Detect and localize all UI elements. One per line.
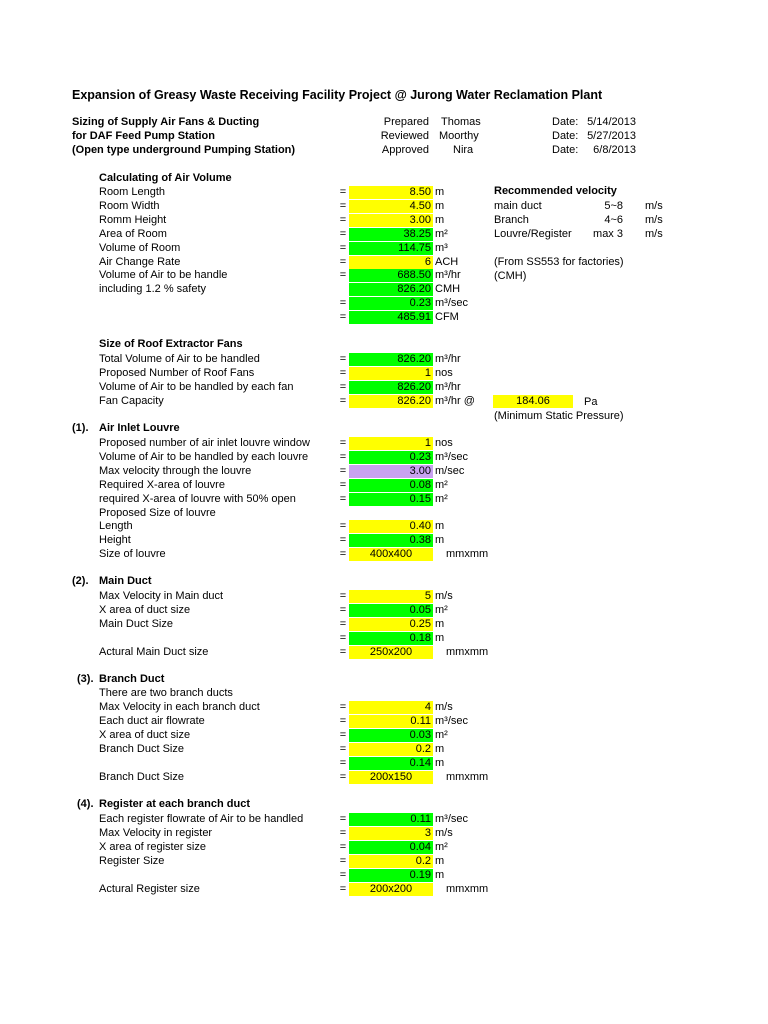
unit-label: m/sec: [435, 465, 465, 477]
equals-sign: =: [339, 297, 347, 309]
unit-label: nos: [435, 437, 453, 449]
section-heading-register: Register at each branch duct: [99, 798, 250, 810]
value-cell: 0.11: [349, 813, 433, 826]
row-label: Each register flowrate of Air to be handled: [99, 813, 304, 825]
value-cell: 6: [349, 256, 433, 269]
row-label: including 1.2 % safety: [99, 283, 207, 295]
equals-sign: =: [339, 228, 347, 240]
row-label: Main Duct Size: [99, 618, 173, 630]
value-cell: 114.75: [349, 242, 433, 255]
value-cell: 0.14: [349, 757, 433, 770]
unit-label: m: [435, 743, 445, 755]
recommended-range: 4~6: [604, 214, 623, 226]
row-label: Room Length: [99, 186, 166, 198]
unit-label: m³/hr: [435, 353, 461, 365]
row-label: Max Velocity in each branch duct: [99, 701, 260, 713]
value-cell: 0.18: [349, 632, 433, 645]
equals-sign: =: [339, 632, 347, 644]
row-label: Proposed number of air inlet louvre window: [99, 437, 310, 449]
section-heading-main-duct: Main Duct: [99, 575, 152, 587]
value-cell: 0.19: [349, 869, 433, 882]
value-cell: 4: [349, 701, 433, 714]
value-cell: 826.20: [349, 395, 433, 408]
value-cell: 250x200: [349, 646, 433, 659]
row-label: Romm Height: [99, 214, 167, 226]
value-cell: 0.40: [349, 520, 433, 533]
unit-label: m²: [435, 729, 448, 741]
equals-sign: =: [339, 367, 347, 379]
equals-sign: =: [339, 604, 347, 616]
equals-sign: =: [339, 520, 347, 532]
equals-sign: =: [339, 646, 347, 658]
recommended-range: 5~8: [604, 200, 623, 212]
equals-sign: =: [339, 757, 347, 769]
equals-sign: =: [339, 353, 347, 365]
row-label: Required X-area of louvre: [99, 479, 225, 491]
unit-label: m/s: [435, 701, 453, 713]
unit-label: m²: [435, 493, 448, 505]
row-label: Register Size: [99, 855, 165, 867]
row-label: Size of louvre: [99, 548, 166, 560]
static-pressure-note: (Minimum Static Pressure): [494, 410, 624, 422]
value-cell: 3: [349, 827, 433, 840]
value-cell: 0.38: [349, 534, 433, 547]
approval-name: Nira: [453, 144, 474, 156]
row-label: Volume of Air to be handled by each fan: [99, 381, 294, 393]
equals-sign: =: [339, 771, 347, 783]
recommended-unit: m/s: [645, 200, 663, 212]
equals-sign: =: [339, 465, 347, 477]
row-label: Branch Duct Size: [99, 743, 184, 755]
value-cell: 0.03: [349, 729, 433, 742]
approval-name: Moorthy: [439, 130, 479, 142]
recommended-note: (CMH): [494, 270, 527, 282]
row-label: Proposed Number of Roof Fans: [99, 367, 255, 379]
equals-sign: =: [339, 479, 347, 491]
value-cell: 5: [349, 590, 433, 603]
unit-label: CFM: [435, 311, 459, 323]
equals-sign: =: [339, 743, 347, 755]
unit-label: mmxmm: [446, 646, 489, 658]
value-cell: 3.00: [349, 214, 433, 227]
value-cell: 8.50: [349, 186, 433, 199]
approval-date-label: Date:: [552, 130, 579, 142]
section-heading-air-volume: Calculating of Air Volume: [99, 172, 232, 184]
approval-role: Approved: [381, 144, 429, 156]
unit-label: m: [435, 200, 445, 212]
value-cell: 0.05: [349, 604, 433, 617]
approval-date-label: Date:: [552, 116, 579, 128]
row-label: Air Change Rate: [99, 256, 181, 268]
recommended-name: main duct: [494, 200, 542, 212]
unit-label: m: [435, 534, 445, 546]
value-cell: 0.2: [349, 855, 433, 868]
section-number: (2).: [72, 575, 89, 587]
static-pressure-value: 184.06: [493, 395, 573, 408]
approval-role: Prepared: [383, 116, 429, 128]
approval-date-label: Date:: [552, 144, 579, 156]
value-cell: 1: [349, 437, 433, 450]
unit-label: m: [435, 869, 445, 881]
unit-label: ACH: [435, 256, 459, 268]
approval-date: 5/27/2013: [587, 130, 636, 142]
unit-label: m: [435, 214, 445, 226]
equals-sign: =: [339, 715, 347, 727]
row-label: Max Velocity in register: [99, 827, 213, 839]
row-label: Volume of Air to be handle: [99, 269, 228, 281]
section-heading-branch-duct: Branch Duct: [99, 673, 165, 685]
equals-sign: =: [339, 883, 347, 895]
unit-label: m³/sec: [435, 813, 468, 825]
row-label: Height: [99, 534, 131, 546]
unit-label: m²: [435, 604, 448, 616]
equals-sign: =: [339, 395, 347, 407]
section-heading-roof-fans: Size of Roof Extractor Fans: [99, 338, 243, 350]
equals-sign: =: [339, 493, 347, 505]
unit-label: mmxmm: [446, 548, 489, 560]
approval-date: 6/8/2013: [593, 144, 636, 156]
value-cell: 200x200: [349, 883, 433, 896]
unit-label: nos: [435, 367, 453, 379]
unit-label: m: [435, 186, 445, 198]
equals-sign: =: [339, 381, 347, 393]
unit-label: m³/sec: [435, 715, 468, 727]
subtitle-line: (Open type underground Pumping Station): [72, 144, 296, 156]
approval-role: Reviewed: [380, 130, 429, 142]
equals-sign: =: [339, 590, 347, 602]
equals-sign: =: [339, 701, 347, 713]
unit-label: m²: [435, 228, 448, 240]
equals-sign: =: [339, 451, 347, 463]
row-label: Max velocity through the louvre: [99, 465, 252, 477]
recommended-unit: m/s: [645, 214, 663, 226]
value-cell: 826.20: [349, 381, 433, 394]
row-label: Proposed Size of louvre: [99, 507, 216, 519]
equals-sign: =: [339, 311, 347, 323]
value-cell: 0.08: [349, 479, 433, 492]
value-cell: 688.50: [349, 269, 433, 282]
page-title: Expansion of Greasy Waste Receiving Facility Project @ Jurong Water Reclamation Plant: [72, 88, 603, 102]
unit-label: m: [435, 632, 445, 644]
equals-sign: =: [339, 618, 347, 630]
approval-date: 5/14/2013: [587, 116, 636, 128]
section-number: (3).: [77, 673, 94, 685]
value-cell: 3.00: [349, 465, 433, 478]
row-label: Area of Room: [99, 228, 167, 240]
section-number: (4).: [77, 798, 94, 810]
row-label: Branch Duct Size: [99, 771, 184, 783]
unit-label: m: [435, 520, 445, 532]
approval-name: Thomas: [441, 116, 481, 128]
equals-sign: =: [339, 548, 347, 560]
row-label: X area of register size: [99, 841, 206, 853]
unit-label: m: [435, 757, 445, 769]
unit-label: m²: [435, 841, 448, 853]
equals-sign: =: [339, 855, 347, 867]
row-label: Fan Capacity: [99, 395, 164, 407]
value-cell: 826.20: [349, 353, 433, 366]
value-cell: 485.91: [349, 311, 433, 324]
row-label: Max Velocity in Main duct: [99, 590, 224, 602]
equals-sign: =: [339, 200, 347, 212]
equals-sign: =: [339, 269, 347, 281]
equals-sign: =: [339, 869, 347, 881]
row-label: Room Width: [99, 200, 160, 212]
unit-label: CMH: [435, 283, 461, 295]
equals-sign: =: [339, 534, 347, 546]
unit-label: m: [435, 618, 445, 630]
value-cell: 400x400: [349, 548, 433, 561]
value-cell: 0.04: [349, 841, 433, 854]
equals-sign: =: [339, 242, 347, 254]
unit-label: m: [435, 855, 445, 867]
equals-sign: =: [339, 827, 347, 839]
recommended-unit: m/s: [645, 228, 663, 240]
value-cell: 0.23: [349, 451, 433, 464]
row-label: Volume of Air to be handled by each louvre: [99, 451, 309, 463]
unit-label: mmxmm: [446, 883, 489, 895]
recommended-name: Louvre/Register: [494, 228, 572, 240]
equals-sign: =: [339, 214, 347, 226]
value-cell: 38.25: [349, 228, 433, 241]
value-cell: 1: [349, 367, 433, 380]
recommended-heading: Recommended velocity: [494, 185, 617, 197]
value-cell: 4.50: [349, 200, 433, 213]
recommended-range: max 3: [593, 228, 623, 240]
section-heading-inlet-louvre: Air Inlet Louvre: [99, 422, 180, 434]
unit-label: m³/hr @: [435, 395, 475, 407]
value-cell: 200x150: [349, 771, 433, 784]
branch-duct-note: There are two branch ducts: [99, 687, 233, 699]
unit-label: mmxmm: [446, 771, 489, 783]
equals-sign: =: [339, 813, 347, 825]
unit-label: m³/hr: [435, 381, 461, 393]
static-pressure-unit: Pa: [584, 396, 598, 408]
row-label: Actural Register size: [99, 883, 200, 895]
value-cell: 0.2: [349, 743, 433, 756]
row-label: Each duct air flowrate: [99, 715, 205, 727]
row-label: Total Volume of Air to be handled: [99, 353, 260, 365]
row-label: required X-area of louvre with 50% open: [99, 493, 296, 505]
value-cell: 0.25: [349, 618, 433, 631]
row-label: Length: [99, 520, 133, 532]
equals-sign: =: [339, 256, 347, 268]
value-cell: 0.15: [349, 493, 433, 506]
equals-sign: =: [339, 186, 347, 198]
unit-label: m²: [435, 479, 448, 491]
value-cell: 0.11: [349, 715, 433, 728]
value-cell: 0.23: [349, 297, 433, 310]
unit-label: m³/sec: [435, 451, 468, 463]
row-label: Actural Main Duct size: [99, 646, 209, 658]
unit-label: m³: [435, 242, 448, 254]
recommended-note: (From SS553 for factories): [494, 256, 624, 268]
equals-sign: =: [339, 841, 347, 853]
value-cell: 826.20: [349, 283, 433, 296]
unit-label: m/s: [435, 590, 453, 602]
subtitle-line: for DAF Feed Pump Station: [72, 130, 215, 142]
row-label: Volume of Room: [99, 242, 181, 254]
subtitle-line: Sizing of Supply Air Fans & Ducting: [72, 116, 260, 128]
equals-sign: =: [339, 729, 347, 741]
unit-label: m³/hr: [435, 269, 461, 281]
section-number: (1).: [72, 422, 89, 434]
recommended-name: Branch: [494, 214, 529, 226]
row-label: X area of duct size: [99, 729, 191, 741]
unit-label: m/s: [435, 827, 453, 839]
unit-label: m³/sec: [435, 297, 468, 309]
equals-sign: =: [339, 437, 347, 449]
row-label: X area of duct size: [99, 604, 191, 616]
